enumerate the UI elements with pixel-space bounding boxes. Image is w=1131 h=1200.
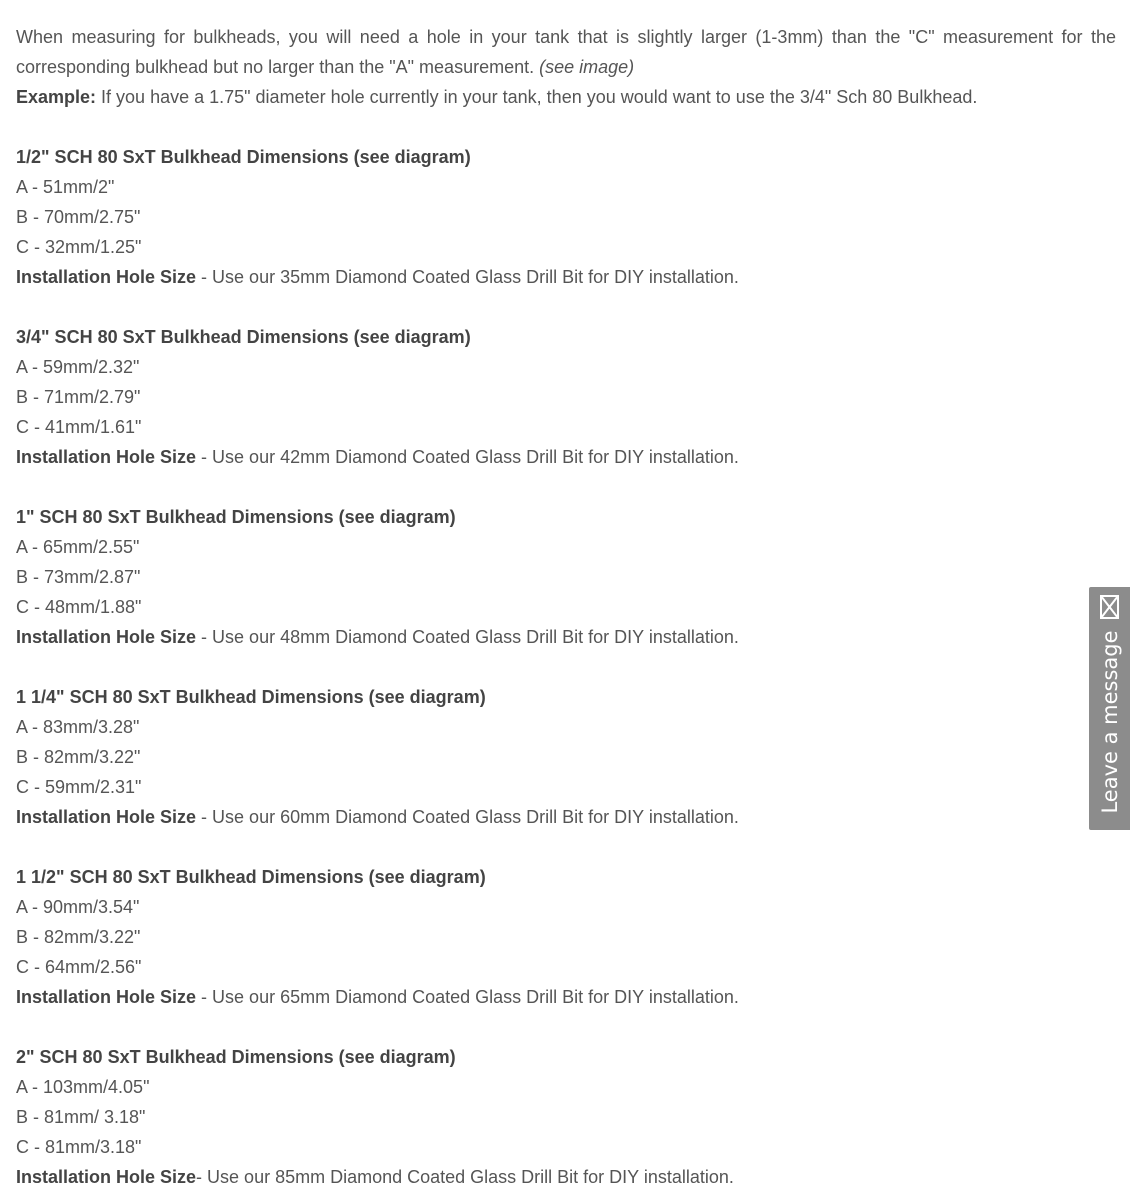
installation-line <box>16 982 1116 1012</box>
dimension-b: B - 81mm/ 3.18" <box>16 1107 146 1127</box>
bulkhead-section-one-quarter-inch <box>16 682 1116 832</box>
dimension-b: B - 70mm/2.75" <box>16 207 141 227</box>
dimension-a: A - 90mm/3.54" <box>16 897 140 917</box>
section-title: 1 1/4" SCH 80 SxT Bulkhead Dimensions (see diagram) <box>16 687 486 707</box>
section-title: 3/4" SCH 80 SxT Bulkhead Dimensions (see diagram) <box>16 327 471 347</box>
installation-line <box>16 802 1116 832</box>
section-title: 1" SCH 80 SxT Bulkhead Dimensions (see diagram) <box>16 507 456 527</box>
bulkhead-section-half-inch <box>16 142 1116 292</box>
dimension-a: A - 65mm/2.55" <box>16 537 140 557</box>
product-description <box>16 22 1116 1192</box>
installation-label: Installation Hole Size <box>16 627 197 647</box>
dimension-b: B - 82mm/3.22" <box>16 927 141 947</box>
dimension-c: C - 32mm/1.25" <box>16 237 142 257</box>
installation-text: - Use our 42mm Diamond Coated Glass Drill Bit for DIY installation. <box>196 447 739 467</box>
section-title: 1 1/2" SCH 80 SxT Bulkhead Dimensions (see diagram) <box>16 867 486 887</box>
section-title: 2" SCH 80 SxT Bulkhead Dimensions (see diagram) <box>16 1047 456 1067</box>
dimension-c: C - 59mm/2.31" <box>16 777 142 797</box>
dimension-a: A - 51mm/2" <box>16 177 115 197</box>
installation-label: Installation Hole Size <box>16 267 197 287</box>
intro-paragraph <box>16 22 1116 82</box>
installation-text: - Use our 60mm Diamond Coated Glass Drill Bit for DIY installation. <box>196 807 739 827</box>
installation-line <box>16 622 1116 652</box>
dimension-b: B - 82mm/3.22" <box>16 747 141 767</box>
intro-text: When measuring for bulkheads, you will need a hole in your tank that is slightly larger (1-3mm) than the "C" measurement for the corresponding bulkhead but no larger than the "A" measurement. <box>16 27 1116 77</box>
installation-text: - Use our 85mm Diamond Coated Glass Drill Bit for DIY installation. <box>196 1167 734 1187</box>
dimension-c: C - 41mm/1.61" <box>16 417 142 437</box>
dimension-b: B - 73mm/2.87" <box>16 567 141 587</box>
example-line <box>16 82 1116 112</box>
dimension-a: A - 83mm/3.28" <box>16 717 140 737</box>
installation-label: Installation Hole Size <box>16 1167 197 1187</box>
example-text: If you have a 1.75" diameter hole currently in your tank, then you would want to use the 3/4" Sch 80 Bulkhead. <box>96 87 978 107</box>
installation-text: - Use our 48mm Diamond Coated Glass Drill Bit for DIY installation. <box>196 627 739 647</box>
installation-line <box>16 262 1116 292</box>
leave-message-button[interactable] <box>1089 587 1130 830</box>
leave-message-label: Leave a message <box>1097 630 1122 814</box>
bulkhead-section-one-inch <box>16 502 1116 652</box>
envelope-icon <box>1099 594 1120 620</box>
bulkhead-section-three-quarter-inch <box>16 322 1116 472</box>
installation-text: - Use our 35mm Diamond Coated Glass Drill Bit for DIY installation. <box>196 267 739 287</box>
dimension-a: A - 103mm/4.05" <box>16 1077 150 1097</box>
dimension-a: A - 59mm/2.32" <box>16 357 140 377</box>
installation-text: - Use our 65mm Diamond Coated Glass Drill Bit for DIY installation. <box>196 987 739 1007</box>
installation-label: Installation Hole Size <box>16 447 197 467</box>
installation-line <box>16 1162 1116 1192</box>
installation-line <box>16 442 1116 472</box>
installation-label: Installation Hole Size <box>16 807 197 827</box>
dimension-b: B - 71mm/2.79" <box>16 387 141 407</box>
see-image-note: (see image) <box>539 57 635 77</box>
dimension-c: C - 64mm/2.56" <box>16 957 142 977</box>
installation-label: Installation Hole Size <box>16 987 197 1007</box>
example-label: Example: <box>16 87 97 107</box>
bulkhead-section-two-inch <box>16 1042 1116 1192</box>
section-title: 1/2" SCH 80 SxT Bulkhead Dimensions (see diagram) <box>16 147 471 167</box>
dimension-c: C - 48mm/1.88" <box>16 597 142 617</box>
bulkhead-section-one-half-inch <box>16 862 1116 1012</box>
dimension-c: C - 81mm/3.18" <box>16 1137 142 1157</box>
